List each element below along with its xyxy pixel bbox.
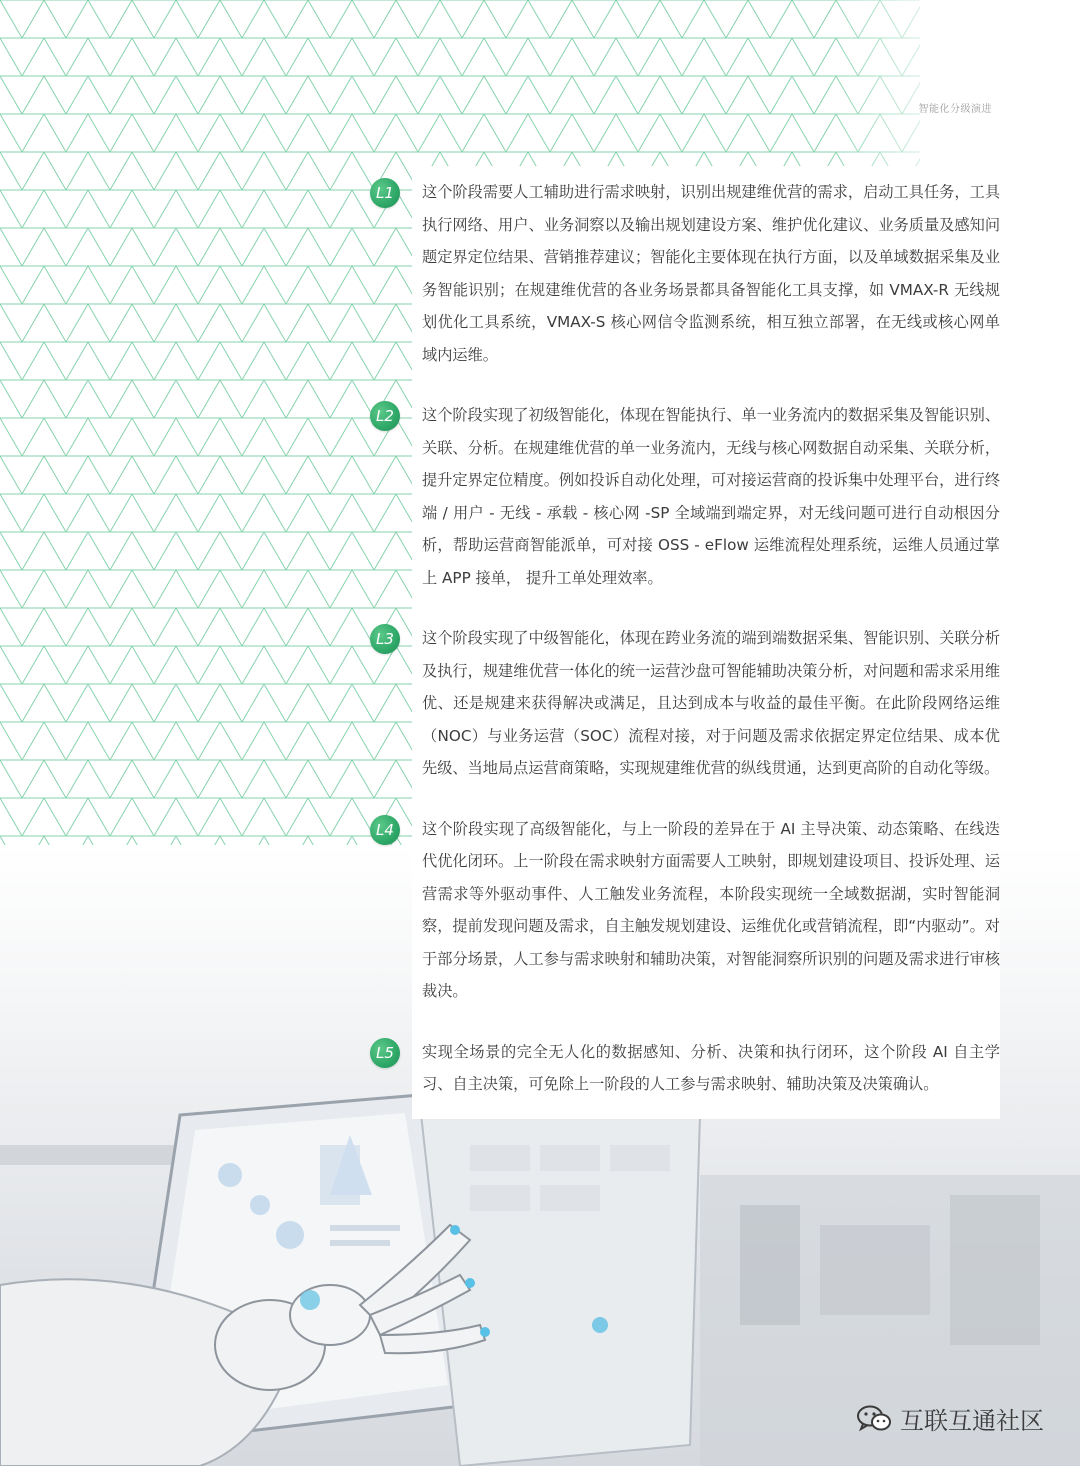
- section-header-label: 智能化分级演进: [918, 104, 992, 115]
- level-badge: L1: [370, 178, 400, 208]
- level-badge: L4: [370, 815, 400, 845]
- watermark-text: 互联互通社区: [900, 1407, 1044, 1435]
- level-badge: L3: [370, 624, 400, 654]
- level-section-l4: [376, 803, 1000, 1026]
- level-section-l3: [376, 612, 1000, 803]
- level-description: 这个阶段实现了中级智能化，体现在跨业务流的端到端数据采集、智能识别、关联分析及执行，规建维优营一体化的统一运营沙盘可智能辅助决策分析，对问题和需求采用维优、还是规建来获得解决或满足，且达到成本与收益的最佳平衡。在此阶段网络运维（NOC）与业务运营（SOC）流程对接，对于问题及需求依据定界定位结果、成本优先级、当地局点运营商策略，实现规建维优营的纵线贯通，达到更高阶的自动化等级。: [422, 629, 1000, 777]
- level-section-l2: [376, 389, 1000, 612]
- level-description: 这个阶段需要人工辅助进行需求映射，识别出规建维优营的需求，启动工具任务，工具执行网络、用户、业务洞察以及输出规划建设方案、维护优化建议、业务质量及感知问题定界定位结果、营销推荐建议；智能化主要体现在执行方面，以及单域数据采集及业务智能识别；在规建维优营的各业务场景都具备智能化工具支撑，如 VMAX-R 无线规划优化工具系统，VMAX-S 核心网信令监测系统，相互独立部署，在无线或核心网单域内运维。: [422, 183, 1000, 364]
- level-description: 实现全场景的完全无人化的数据感知、分析、决策和执行闭环，这个阶段 AI 自主学习、自主决策，可免除上一阶段的人工参与需求映射、辅助决策及决策确认。: [422, 1042, 1000, 1093]
- level-description: 这个阶段实现了高级智能化，与上一阶段的差异在于 AI 主导决策、动态策略、在线迭代优化闭环。上一阶段在需求映射方面需要人工映射，即规划建设项目、投诉处理、运营需求等外驱动事件、人工触发业务流程，本阶段实现统一全域数据湖，实时智能洞察，提前发现问题及需求，自主触发规划建设、运维优化或营销流程，即“内驱动”。对于部分场景，人工参与需求映射和辅助决策，对智能洞察所识别的问题及需求进行审核裁决。: [422, 819, 1000, 1000]
- level-badge: L2: [370, 401, 400, 431]
- content-column: [376, 166, 1000, 1119]
- watermark: [856, 1401, 1044, 1436]
- level-badge: L5: [370, 1038, 400, 1068]
- level-section-l1: [376, 166, 1000, 389]
- level-description: 这个阶段实现了初级智能化，体现在智能执行、单一业务流内的数据采集及智能识别、关联、分析。在规建维优营的单一业务流内，无线与核心网数据自动采集、关联分析，提升定界定位精度。例如投诉自动化处理，可对接运营商的投诉集中处理平台，进行终端 / 用户 - 无线 - 承载 - 核心网 -SP 全域端到端定界，对无线问题可进行自动根因分析，帮助运营商智能派单，可对接 OSS - eFlow 运维流程处理系统，运维人员通过掌上 APP 接单， 提升工单处理效率。: [422, 406, 1000, 587]
- level-section-l5: [376, 1026, 1000, 1119]
- wechat-icon: [856, 1405, 892, 1433]
